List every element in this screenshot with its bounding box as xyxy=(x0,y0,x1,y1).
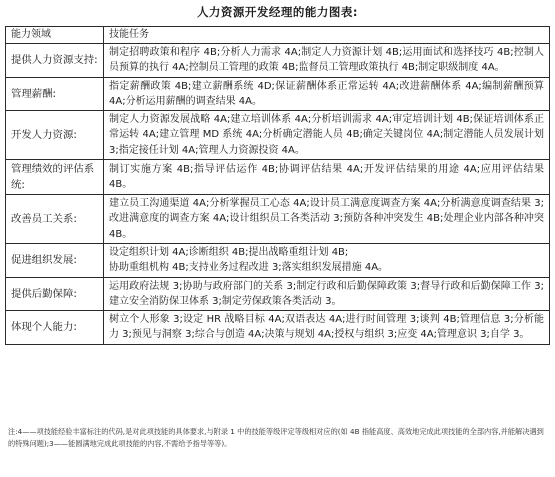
ability-table xyxy=(5,26,550,345)
ability-field-cell: 管理绩效的评估系统: xyxy=(6,160,104,195)
header-ability-field: 能力领域 xyxy=(6,27,104,44)
ability-field-cell: 改善员工关系: xyxy=(6,195,104,244)
skill-tasks-cell: 建立员工沟通渠道 4A;分析掌握员工心态 4A;设计员工满意度调查方案 4A;分析满意度调查结果 3;改进满意度的调查方案 4A;设计组织员工各类活动 3;预防各种冲突发生 4B;处理企业内部各种冲突 4B。 xyxy=(104,195,550,244)
footnote: 注:4——项技能经验丰富标注的代码,是对此项技能的具体要求,与附录 1 中的技能等级评定等级相对应的(如 4B 指能高度、高效地完成此项技能的全部内容,并能解决遇到的特殊问题);3——能圆满地完成此项技能的内容,不需给予指导等等)。 xyxy=(8,427,544,448)
skill-tasks-cell: 制订实施方案 4B;指导评估运作 4B;协调评估结果 4A;开发评估结果的用途 4A;应用评估结果 4B。 xyxy=(104,160,550,195)
document-title: 人力资源开发经理的能力图表: xyxy=(196,5,359,19)
table-row xyxy=(6,77,550,111)
skill-tasks-cell: 运用政府法规 3;协助与政府部门的关系 3;制定行政和后勤保障政策 3;督导行政和后勤保障工作 3;建立安全消防保卫体系 3;制定劳保政策各类活动 3。 xyxy=(104,277,550,311)
table-row xyxy=(6,111,550,160)
table-row xyxy=(6,311,550,345)
header-skill-tasks: 技能任务 xyxy=(104,27,550,44)
table-row xyxy=(6,243,550,277)
ability-field-cell: 管理薪酬: xyxy=(6,77,104,111)
skill-tasks-cell: 制定招聘政策和程序 4B;分析人力需求 4A;制定人力资源计划 4B;运用面试和选择技巧 4B;控制人员预算的执行 4A;控制员工管理的政策 4B;监督员工管理政策执行 4B;制定职级制度 4A。 xyxy=(104,44,550,78)
ability-field-cell: 促进组织发展: xyxy=(6,243,104,277)
table-row xyxy=(6,195,550,244)
ability-field-cell: 提供人力资源支持: xyxy=(6,44,104,78)
skill-tasks-cell: 设定组织计划 4A;诊断组织 4B;提出战略重组计划 4B; 协助重组机构 4B;支持业务过程改进 3;落实组织发展措施 4A。 xyxy=(104,243,550,277)
table-header-row xyxy=(6,27,550,44)
table-row xyxy=(6,44,550,78)
ability-field-cell: 体现个人能力: xyxy=(6,311,104,345)
skill-tasks-cell: 树立个人形象 3;设定 HR 战略目标 4A;双语表达 4A;进行时间管理 3;谈判 4B;管理信息 3;分析能力 3;预见与洞察 3;综合与创造 4A;决策与规划 4A;授权与组织 3;应变 4A;管理意识 3;自学 3。 xyxy=(104,311,550,345)
table-row xyxy=(6,160,550,195)
skill-tasks-cell: 制定人力资源发展战略 4A;建立培训体系 4A;分析培训需求 4A;审定培训计划 4B;保证培训体系正常运转 4A;建立管理 MD 系统 4A;分析确定潜能人员 4B;确定关键岗位 4A;制定潜能人员发展计划 3;指定接任计划 4A;管理人力资源投资 4A。 xyxy=(104,111,550,160)
skill-tasks-cell: 指定薪酬政策 4B;建立薪酬系统 4D;保证薪酬体系正常运转 4A;改进薪酬体系 4A;编制薪酬预算 4A;分析运用薪酬的调查结果 4A。 xyxy=(104,77,550,111)
table-row xyxy=(6,277,550,311)
ability-field-cell: 提供后勤保障: xyxy=(6,277,104,311)
ability-field-cell: 开发人力资源: xyxy=(6,111,104,160)
